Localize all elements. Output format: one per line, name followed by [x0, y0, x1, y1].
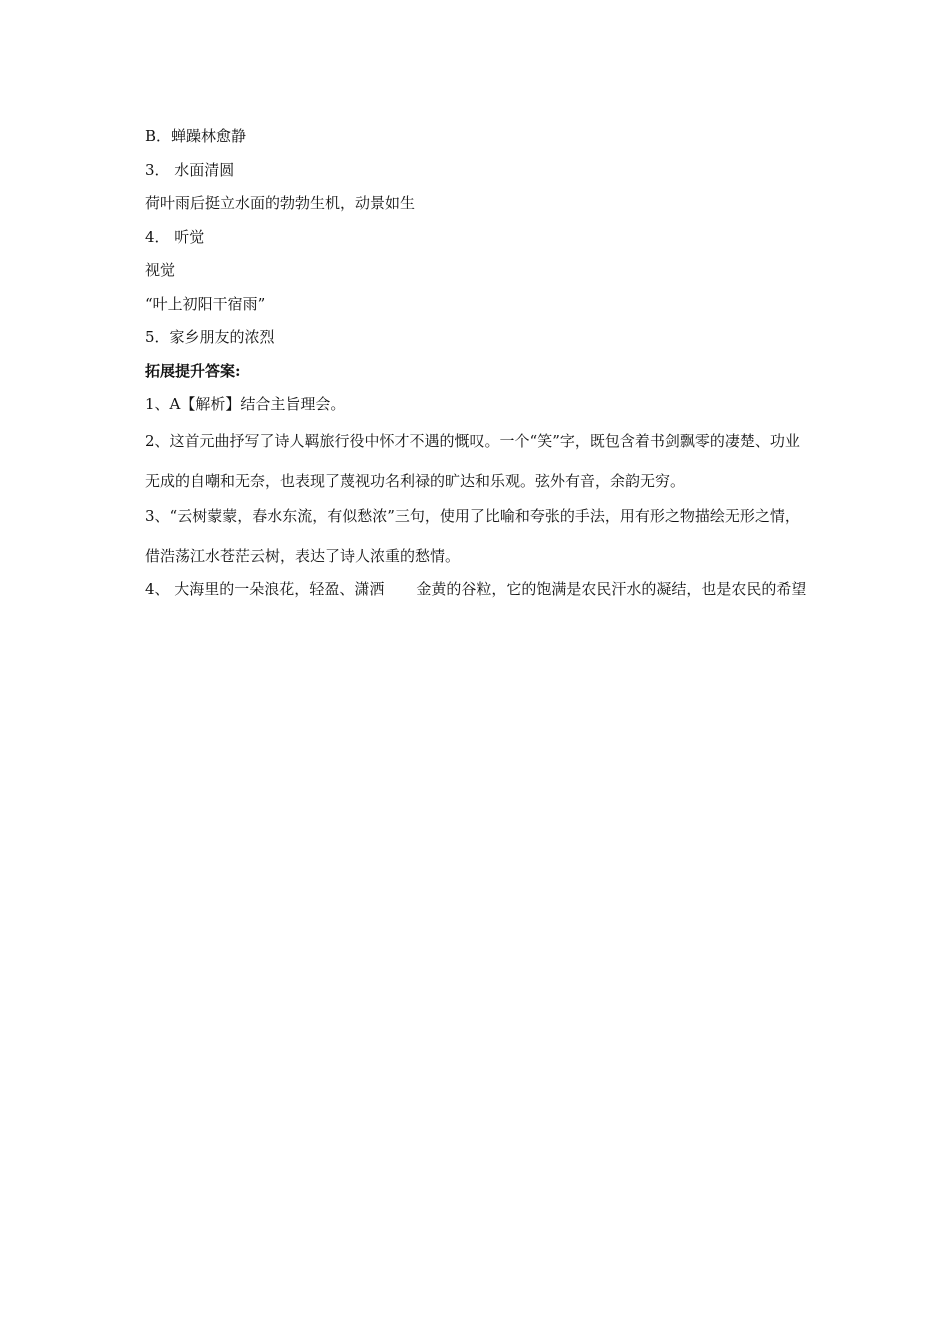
answer-line-4-visual: 视觉: [145, 261, 176, 279]
answer-line-5: 5．家乡朋友的浓烈: [145, 328, 275, 346]
answer-line-3: 3． 水面清圆: [145, 160, 235, 179]
extension-item-2: 2、这首元曲抒写了诗人羁旅行役中怀才不遇的慨叹。一个“笑”字，既包含着书剑飘零的凄楚、功业无成的自嘲和无奈，也表现了蔑视功名利禄的旷达和乐观。弦外有音，余韵无穷。: [145, 431, 800, 490]
extension-item-3: 3、“云树蒙蒙，春水东流，有似愁浓”三句，使用了比喻和夸张的手法，用有形之物描绘无形之情，借浩荡江水苍茫云树，表达了诗人浓重的愁情。: [145, 506, 800, 565]
extension-heading: 拓展提升答案:: [145, 361, 241, 380]
extension-item-1: 1、A【解析】结合主旨理会。: [145, 395, 346, 413]
extension-item-4-part-2: 金黄的谷粒，它的饱满是农民汗水的凝结，也是农民的希望: [416, 579, 807, 598]
extension-item-4-part-1: 4、 大海里的一朵浪花，轻盈、潇洒: [145, 579, 385, 598]
answer-line-b: B．蝉躁林愈静: [145, 127, 247, 145]
answer-content: [145, 124, 810, 599]
answer-line-4-quote: “叶上初阳干宿雨”: [145, 294, 266, 313]
answer-line-4: 4． 听觉: [145, 227, 205, 246]
extension-item-4: [145, 577, 810, 601]
answer-line-3-explanation: 荷叶雨后挺立水面的勃勃生机，动景如生: [145, 194, 416, 212]
